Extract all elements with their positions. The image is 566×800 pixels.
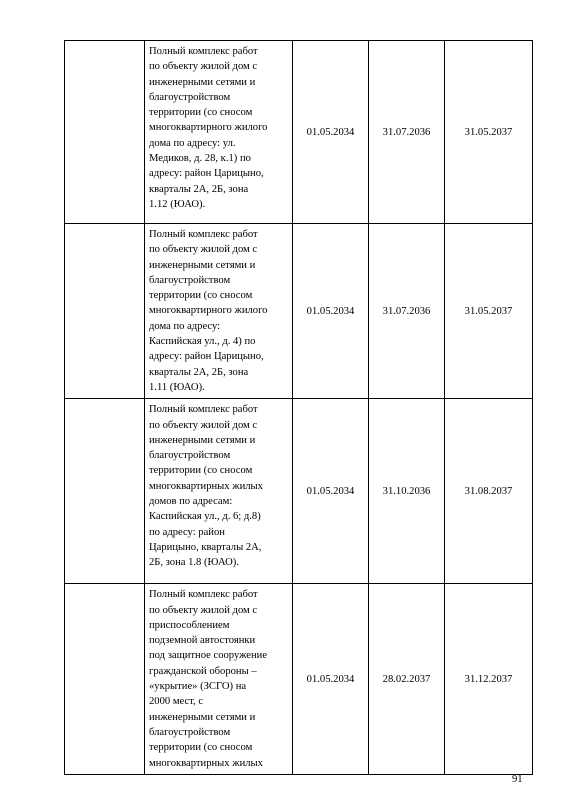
start-date: 01.05.2034 xyxy=(293,399,369,584)
blank-cell xyxy=(65,584,145,775)
blank-cell xyxy=(65,224,145,399)
work-description: Полный комплекс работ по объекту жилой дом с приспособлением подземной автостоянки под защитное сооружение гражданской обороны – «укрытие» (ЗСГО) на 2000 мест, с инженерными сетями и благоустройством территории (со сносом многоквартирных жилых xyxy=(145,584,293,775)
start-date: 01.05.2034 xyxy=(293,41,369,224)
middle-date: 31.07.2036 xyxy=(369,224,445,399)
start-date: 01.05.2034 xyxy=(293,224,369,399)
end-date: 31.12.2037 xyxy=(445,584,533,775)
table-row xyxy=(65,584,533,775)
work-description: Полный комплекс работ по объекту жилой дом с инженерными сетями и благоустройством территории (со сносом многоквартирного жилого дома по адресу: Каспийская ул., д. 4) по адресу: район Царицыно, кварталы 2А, 2Б, зона 1.11 (ЮАО). xyxy=(145,224,293,399)
work-description: Полный комплекс работ по объекту жилой дом с инженерными сетями и благоустройством территории (со сносом многоквартирных жилых домов по адресам: Каспийская ул., д. 6; д.8) по адресу: район Царицыно, кварталы 2А, 2Б, зона 1.8 (ЮАО). xyxy=(145,399,293,584)
blank-cell xyxy=(65,41,145,224)
end-date: 31.08.2037 xyxy=(445,399,533,584)
work-description: Полный комплекс работ по объекту жилой дом с инженерными сетями и благоустройством территории (со сносом многоквартирного жилого дома по адресу: ул. Медиков, д. 28, к.1) по адресу: район Царицыно, кварталы 2А, 2Б, зона 1.12 (ЮАО). xyxy=(145,41,293,224)
table-row xyxy=(65,399,533,584)
blank-cell xyxy=(65,399,145,584)
page-number: 91 xyxy=(512,774,523,785)
end-date: 31.05.2037 xyxy=(445,224,533,399)
middle-date: 31.07.2036 xyxy=(369,41,445,224)
middle-date: 31.10.2036 xyxy=(369,399,445,584)
table-row xyxy=(65,224,533,399)
end-date: 31.05.2037 xyxy=(445,41,533,224)
start-date: 01.05.2034 xyxy=(293,584,369,775)
works-schedule-table xyxy=(64,40,533,775)
middle-date: 28.02.2037 xyxy=(369,584,445,775)
table-row xyxy=(65,41,533,224)
